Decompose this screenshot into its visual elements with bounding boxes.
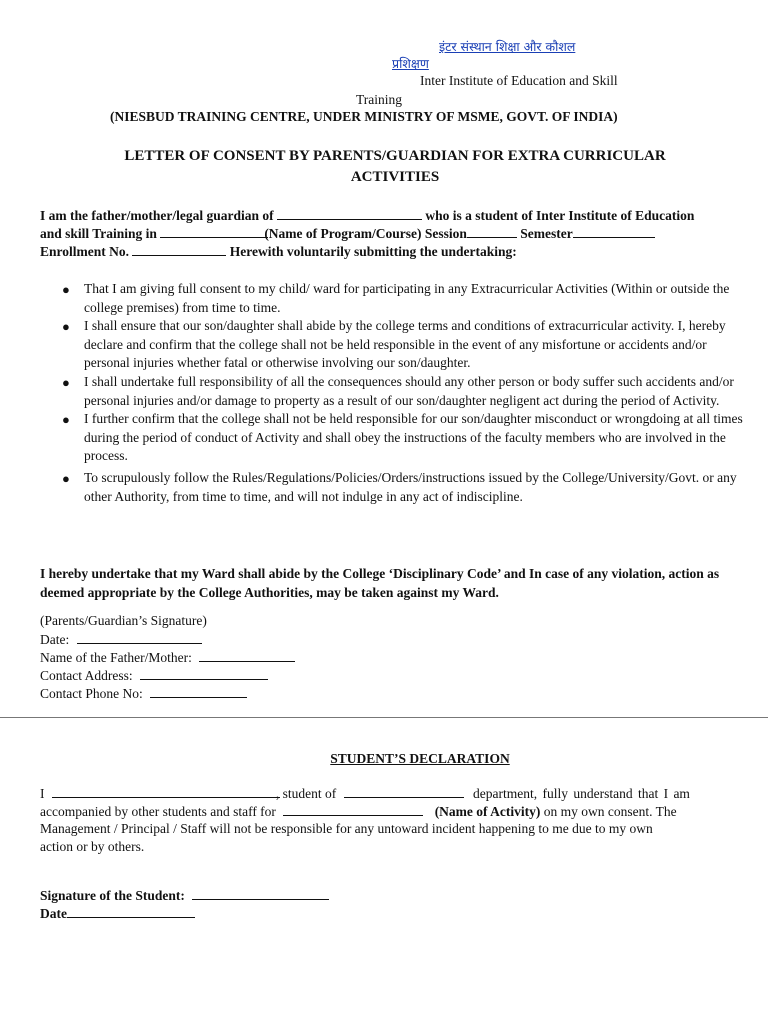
decl-text-1c: department, fully understand that I am (473, 786, 690, 801)
consent-intro-line2 (40, 224, 760, 244)
decl-text-2c: on my own consent. The (543, 804, 677, 819)
consent-title-line2: ACTIVITIES (350, 169, 440, 185)
decl-text-1b: , student of (275, 786, 337, 801)
activity-name-blank[interactable] (283, 802, 423, 816)
bullet-icon: ● (62, 412, 70, 428)
student-date-label: Date (40, 906, 67, 921)
semester-blank[interactable] (573, 224, 655, 238)
decl-text-1a: I (40, 786, 45, 801)
contact-address-blank[interactable] (140, 666, 268, 680)
intro-text-2c: Semester (520, 226, 573, 241)
consent-intro-line1 (40, 206, 760, 226)
bullet-icon: ● (62, 470, 70, 486)
bullet-icon: ● (62, 319, 70, 335)
consent-points-list (40, 280, 752, 506)
session-blank[interactable] (467, 224, 517, 238)
consent-point: ● I shall ensure that our son/daughter shall abide by the college terms and conditions of extracurricular activity. I, hereby declare and confirm that the college shall not be held responsible in the event of any misfortune or accidents and/or personal injuries whether fatal or otherwise involving our son/daughter. (62, 318, 726, 371)
intro-text-1a: I am the father/mother/legal guardian of (40, 208, 274, 223)
parent-name-row (40, 648, 295, 668)
parent-signature-label: (Parents/Guardian’s Signature) (40, 613, 207, 628)
consent-point: ● I further confirm that the college shall not be held responsible for our son/daughter misconduct or wrongdoing at all times during the period of conduct of Activity and shall obey the instructions of the faculty members who are involved in the process. (62, 411, 743, 464)
student-signature-blank[interactable] (192, 886, 329, 900)
section-divider (0, 717, 768, 718)
student-signature-label: Signature of the Student: (40, 888, 185, 903)
date-label: Date: (40, 632, 70, 647)
institute-name-english-line1: Inter Institute of Education and Skill (420, 73, 618, 88)
contact-address-row (40, 666, 268, 686)
parent-name-blank[interactable] (199, 648, 295, 662)
contact-address-label: Contact Address: (40, 668, 133, 683)
program-blank[interactable] (160, 224, 268, 238)
undertaking-paragraph: I hereby undertake that my Ward shall abide by the College ‘Disciplinary Code’ and In case of any violation, action as deemed appropriate by the College Authorities, may be taken against my Ward. (40, 566, 720, 600)
declaration-line1 (40, 784, 750, 804)
contact-phone-row (40, 684, 247, 704)
institute-name-hindi-line1: इंटर संस्थान शिक्षा और कौशल (439, 39, 576, 54)
enrollment-blank[interactable] (132, 242, 226, 256)
consent-intro-line3 (40, 242, 760, 262)
declaration-line3: Management / Principal / Staff will not be responsible for any untoward incident happening to me due to my own (40, 821, 653, 836)
student-declaration-title: STUDENT’S DECLARATION (330, 751, 510, 766)
contact-phone-blank[interactable] (150, 684, 247, 698)
intro-text-2a: and skill Training in (40, 226, 157, 241)
intro-text-1b: who is a student of Inter Institute of Education (425, 208, 695, 223)
student-name-blank[interactable] (52, 784, 280, 798)
department-blank[interactable] (344, 784, 464, 798)
parent-name-label: Name of the Father/Mother: (40, 650, 192, 665)
decl-text-2a: accompanied by other students and staff for (40, 804, 276, 819)
intro-text-3a: Enrollment No. (40, 244, 130, 259)
intro-text-2b: (Name of Program/Course) Session (264, 226, 467, 241)
affiliation-line: (NIESBUD TRAINING CENTRE, UNDER MINISTRY OF MSME, GOVT. OF INDIA) (110, 109, 618, 124)
institute-name-english-line2: Training (356, 92, 403, 107)
parent-date-row (40, 630, 202, 650)
declaration-line2 (40, 802, 750, 822)
ward-name-blank[interactable] (277, 206, 422, 220)
declaration-line4: action or by others. (40, 839, 145, 854)
intro-text-3b: Herewith voluntarily submitting the undertaking: (229, 244, 517, 259)
institute-name-hindi-line2: प्रशिक्षण (392, 56, 429, 71)
consent-point: ● That I am giving full consent to my child/ ward for participating in any Extracurricular Activities (Within or outside the college premises) from time to time. (62, 281, 730, 315)
bullet-icon: ● (62, 374, 70, 390)
contact-phone-label: Contact Phone No: (40, 686, 143, 701)
consent-title-line1: LETTER OF CONSENT BY PARENTS/GUARDIAN FOR EXTRA CURRICULAR (124, 148, 666, 164)
student-signature-row (40, 886, 329, 906)
student-date-blank[interactable] (67, 904, 195, 918)
parent-date-blank[interactable] (77, 630, 202, 644)
consent-point: ● I shall undertake full responsibility of all the consequences should any other person or body suffer such accidents and/or personal injuries and/or damage to property as a result of our son/daughter negligent act during the period of Activity. (62, 373, 734, 408)
consent-point: ● To scrupulously follow the Rules/Regulations/Policies/Orders/instructions issued by the College/University/Govt. or any other Authority, from time to time, and will not indulge in any act of indiscipline. (62, 469, 737, 504)
decl-text-2b: (Name of Activity) (434, 804, 541, 819)
bullet-icon: ● (62, 282, 70, 297)
student-date-row (40, 904, 195, 924)
